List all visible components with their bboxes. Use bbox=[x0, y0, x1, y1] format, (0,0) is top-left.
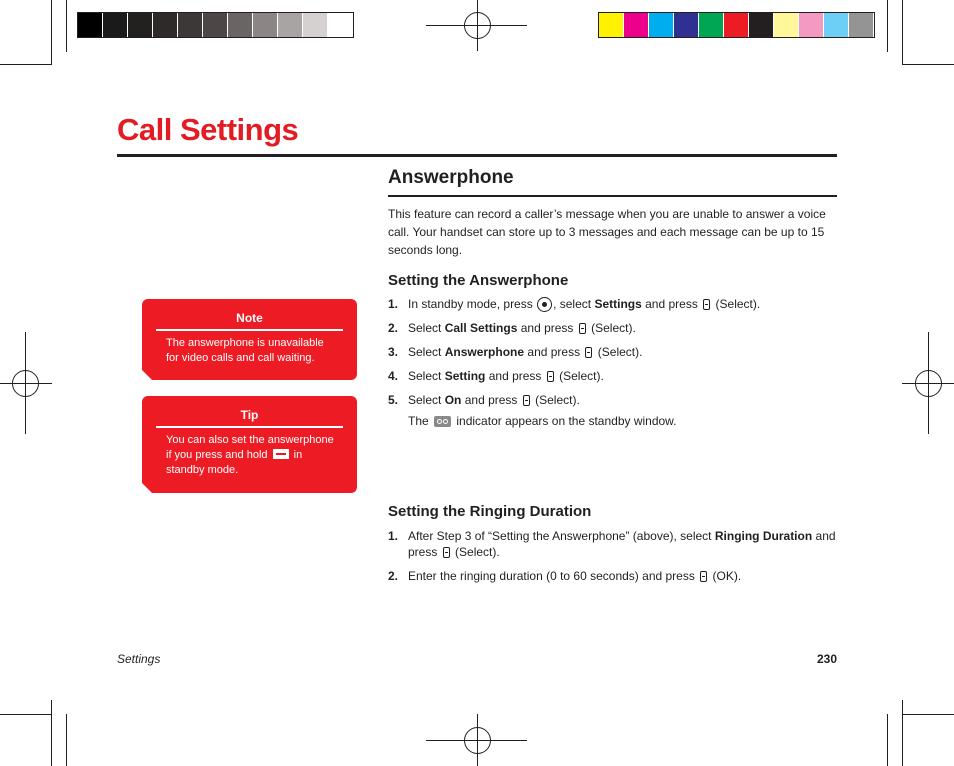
step-text: Select bbox=[408, 393, 442, 407]
step-number: 3. bbox=[388, 345, 399, 359]
mail-key-icon bbox=[273, 449, 289, 459]
section-title: Answerphone bbox=[388, 167, 514, 188]
step-text: and press bbox=[520, 321, 574, 335]
note-box-corner bbox=[142, 370, 152, 380]
color-swatch bbox=[599, 13, 624, 37]
soft-key-icon bbox=[443, 547, 450, 558]
gray-swatch bbox=[203, 13, 228, 37]
soft-key-icon bbox=[579, 323, 586, 334]
note-text: The answerphone is unavailable for video calls and call waiting. bbox=[166, 337, 324, 364]
color-swatch bbox=[849, 13, 874, 37]
step-text: Select bbox=[408, 369, 442, 383]
color-swatch bbox=[624, 13, 649, 37]
step-text: (Select). bbox=[559, 369, 604, 383]
tip-rule bbox=[156, 426, 343, 428]
step-text: Select bbox=[408, 321, 442, 335]
ringing-duration-heading: Setting the Ringing Duration bbox=[388, 503, 592, 520]
color-swatch bbox=[674, 13, 699, 37]
color-bar bbox=[598, 12, 875, 38]
step-text: (Select). bbox=[455, 545, 500, 559]
gray-swatch bbox=[253, 13, 278, 37]
page-title: Call Settings bbox=[117, 112, 299, 147]
gray-swatch bbox=[278, 13, 303, 37]
menu-name: Ringing Duration bbox=[714, 529, 813, 543]
step-text: and press bbox=[527, 345, 581, 359]
step-text: The bbox=[408, 414, 429, 428]
gray-swatch bbox=[303, 13, 328, 37]
menu-name: Setting bbox=[444, 369, 486, 383]
step-number: 2. bbox=[388, 321, 399, 335]
step-text: , select bbox=[553, 297, 592, 311]
tip-text-a: You can also set the answerphone if you press and hold bbox=[166, 434, 334, 461]
gray-swatch bbox=[128, 13, 153, 37]
step-text: In standby mode, press bbox=[408, 297, 533, 311]
nav-key-icon bbox=[537, 297, 552, 312]
section-rule bbox=[388, 195, 837, 197]
step-text: and press bbox=[488, 369, 542, 383]
step-text: (Select). bbox=[597, 345, 643, 359]
color-swatch bbox=[774, 13, 799, 37]
tip-text bbox=[166, 433, 337, 478]
setting-answerphone-heading: Setting the Answerphone bbox=[388, 272, 569, 289]
gray-swatch bbox=[78, 13, 103, 37]
color-swatch bbox=[699, 13, 724, 37]
gray-swatch bbox=[153, 13, 178, 37]
intro-paragraph: This feature can record a caller’s message when you are unable to answer a voice call. Your handset can store up to 3 messages and each message can be up to 15 seconds long. bbox=[388, 207, 826, 257]
menu-name: Settings bbox=[594, 297, 642, 311]
step-number: 2. bbox=[388, 569, 399, 583]
soft-key-icon bbox=[585, 347, 592, 358]
menu-name: Answerphone bbox=[444, 345, 525, 359]
soft-key-icon bbox=[547, 371, 554, 382]
answerphone-indicator-icon bbox=[434, 416, 451, 427]
menu-name: Call Settings bbox=[444, 321, 518, 335]
note-heading: Note bbox=[236, 311, 263, 325]
gray-swatch bbox=[328, 13, 353, 37]
step-text: Enter the ringing duration (0 to 60 seconds) and press bbox=[408, 569, 695, 583]
tip-box bbox=[142, 396, 357, 493]
step-number: 5. bbox=[388, 393, 399, 407]
menu-name: On bbox=[444, 393, 462, 407]
tip-box-corner bbox=[142, 483, 152, 493]
step-number: 1. bbox=[388, 529, 399, 543]
step-text: (Select). bbox=[591, 321, 636, 335]
step-text: indicator appears on the standby window. bbox=[456, 414, 677, 428]
step-text: and press bbox=[464, 393, 518, 407]
note-box bbox=[142, 299, 357, 380]
page-number: 230 bbox=[816, 652, 837, 666]
note-rule bbox=[156, 329, 343, 331]
title-rule bbox=[117, 154, 837, 157]
soft-key-icon bbox=[703, 299, 710, 310]
gray-swatch bbox=[103, 13, 128, 37]
color-swatch bbox=[749, 13, 774, 37]
step-number: 1. bbox=[388, 297, 399, 311]
grayscale-bar bbox=[77, 12, 354, 38]
gray-swatch bbox=[178, 13, 203, 37]
step-number: 4. bbox=[388, 369, 399, 383]
step-text: and press bbox=[408, 529, 836, 559]
step-text: (OK). bbox=[712, 569, 742, 583]
color-swatch bbox=[724, 13, 749, 37]
color-swatch bbox=[824, 13, 849, 37]
footer-section-name: Settings bbox=[117, 652, 161, 666]
step-text: and press bbox=[645, 297, 698, 311]
tip-text-b: in standby mode. bbox=[166, 449, 303, 476]
color-swatch bbox=[799, 13, 824, 37]
step-text: After Step 3 of “Setting the Answerphone” (above), select bbox=[408, 529, 712, 543]
gray-swatch bbox=[228, 13, 253, 37]
soft-key-icon bbox=[523, 395, 530, 406]
color-swatch bbox=[649, 13, 674, 37]
step-text: (Select). bbox=[535, 393, 580, 407]
tip-heading: Tip bbox=[240, 408, 259, 422]
step-text: Select bbox=[408, 345, 442, 359]
soft-key-icon bbox=[700, 571, 707, 582]
step-text: (Select). bbox=[715, 297, 761, 311]
